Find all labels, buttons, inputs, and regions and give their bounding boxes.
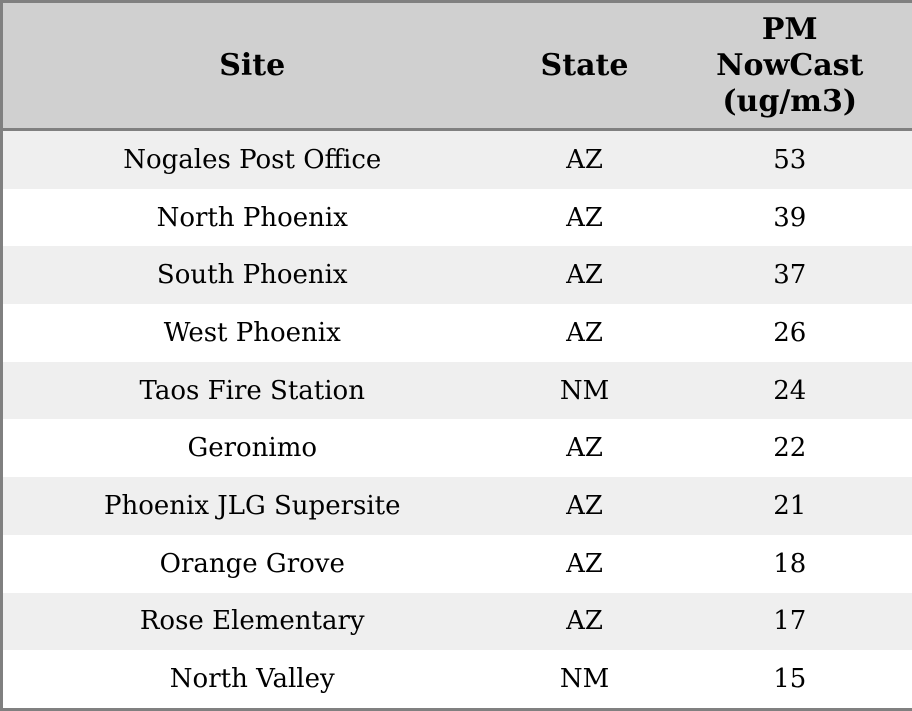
cell-state: AZ xyxy=(502,593,668,651)
table-row xyxy=(2,130,912,189)
cell-state: NM xyxy=(502,650,668,709)
cell-pm-value: 15 xyxy=(668,650,912,709)
cell-site: North Valley xyxy=(2,650,502,709)
cell-site: South Phoenix xyxy=(2,246,502,304)
table-row xyxy=(2,362,912,420)
column-header-state: State xyxy=(502,2,668,130)
cell-site: Taos Fire Station xyxy=(2,362,502,420)
cell-state: AZ xyxy=(502,189,668,247)
table-row xyxy=(2,419,912,477)
table-row xyxy=(2,593,912,651)
cell-site: Phoenix JLG Supersite xyxy=(2,477,502,535)
header-row xyxy=(2,2,912,130)
cell-state: AZ xyxy=(502,246,668,304)
cell-pm-value: 18 xyxy=(668,535,912,593)
pm-header-line-1: PM xyxy=(761,11,818,47)
pm-header-line-2: NowCast xyxy=(716,47,864,83)
table-body xyxy=(2,130,912,710)
cell-pm-value: 39 xyxy=(668,189,912,247)
cell-site: Geronimo xyxy=(2,419,502,477)
table-row xyxy=(2,246,912,304)
cell-pm-value: 22 xyxy=(668,419,912,477)
cell-site: Orange Grove xyxy=(2,535,502,593)
cell-site: West Phoenix xyxy=(2,304,502,362)
cell-pm-value: 17 xyxy=(668,593,912,651)
pm-header-line-3: (ug/m3) xyxy=(722,83,858,119)
column-header-site: Site xyxy=(2,2,502,130)
cell-pm-value: 24 xyxy=(668,362,912,420)
cell-pm-value: 21 xyxy=(668,477,912,535)
cell-state: AZ xyxy=(502,419,668,477)
cell-pm-value: 26 xyxy=(668,304,912,362)
table-row xyxy=(2,189,912,247)
table-row xyxy=(2,304,912,362)
column-header-pm-nowcast xyxy=(668,2,912,130)
cell-pm-value: 37 xyxy=(668,246,912,304)
table-header xyxy=(2,2,912,130)
cell-site: North Phoenix xyxy=(2,189,502,247)
cell-state: AZ xyxy=(502,130,668,189)
cell-state: NM xyxy=(502,362,668,420)
table-row xyxy=(2,650,912,709)
cell-site: Nogales Post Office xyxy=(2,130,502,189)
cell-state: AZ xyxy=(502,535,668,593)
cell-pm-value: 53 xyxy=(668,130,912,189)
cell-state: AZ xyxy=(502,304,668,362)
cell-state: AZ xyxy=(502,477,668,535)
table-row xyxy=(2,477,912,535)
table-row xyxy=(2,535,912,593)
cell-site: Rose Elementary xyxy=(2,593,502,651)
